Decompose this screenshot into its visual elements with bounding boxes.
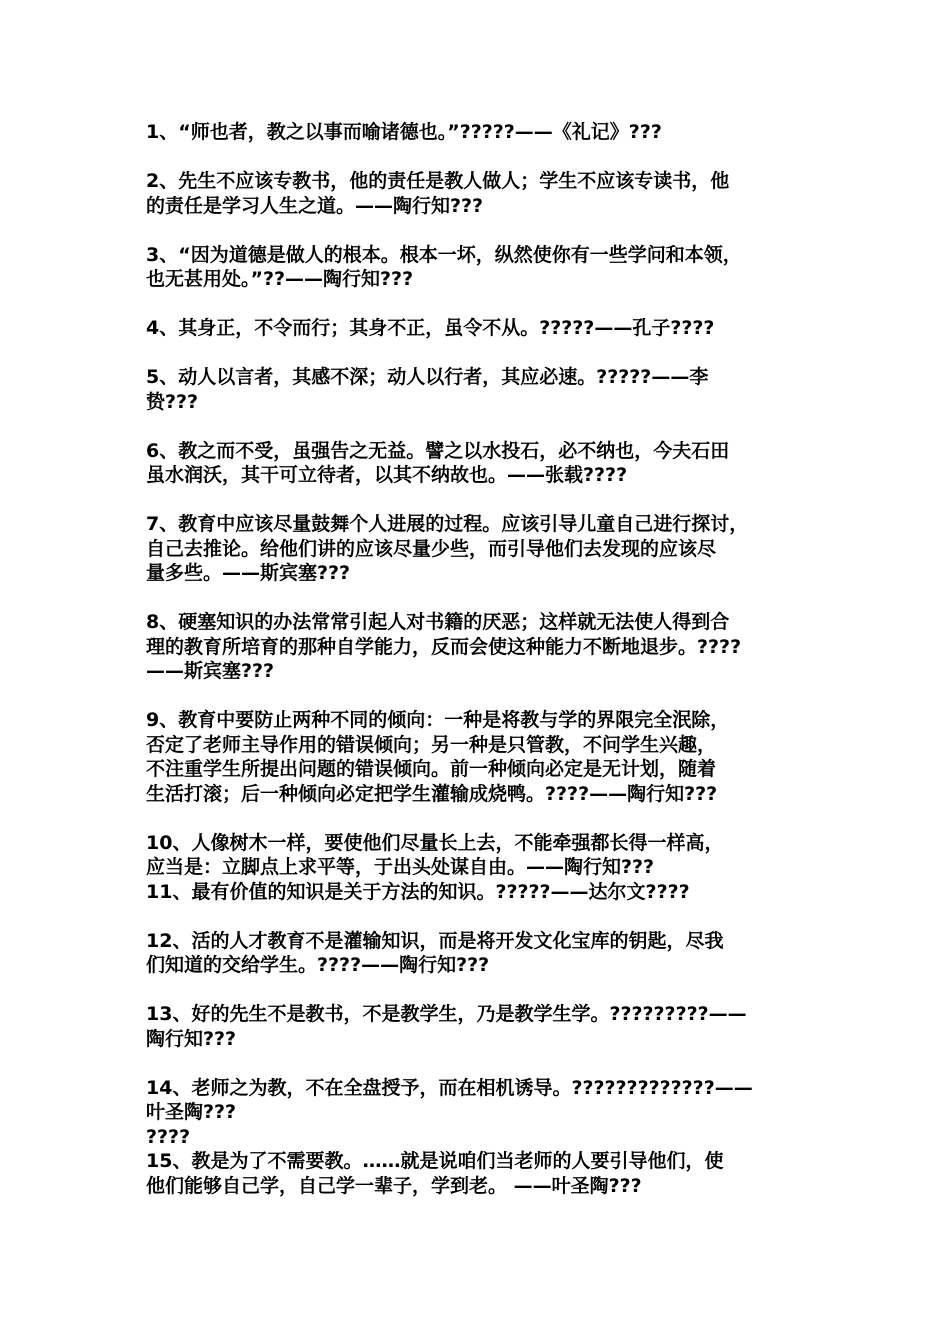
quote-line: 6、教之而不受，虽强告之无益。譬之以水投石，必不纳也，今夫石田: [146, 439, 730, 462]
quote-paragraph: [146, 169, 822, 218]
quote-line: ????: [146, 1125, 191, 1148]
quote-paragraph: [146, 243, 822, 292]
quote-line: 4、其身正，不令而行；其身不正，虽令不从。?????——孔子????: [146, 317, 715, 339]
quote-line: 12、活的人才教育不是灌输知识，而是将开发文化宝库的钥匙，尽我: [146, 929, 724, 952]
quote-line: 应当是：立脚点上求平等，于出头处谋自由。——陶行知???: [146, 856, 655, 878]
quote-line: 10、人像树木一样，要使他们尽量长上去，不能牵强都长得一样高，: [146, 831, 724, 854]
quote-line: 理的教育所培育的那种自学能力，反而会使这种能力不断地退步。????: [146, 635, 742, 658]
quote-line: 3、“因为道德是做人的根本。根本一坏，纵然使你有一些学问和本领，: [146, 243, 742, 266]
quote-line: 也无甚用处。”??——陶行知???: [146, 268, 414, 290]
quote-line: 叶圣陶???: [146, 1101, 237, 1123]
quote-line: 15、教是为了不需要教。……就是说咱们当老师的人要引导他们，使: [146, 1150, 724, 1172]
quote-line: 量多些。——斯宾塞???: [146, 562, 351, 584]
quote-paragraph: [146, 929, 822, 978]
quote-paragraph: [146, 1076, 822, 1150]
quote-line: 14、老师之为教，不在全盘授予，而在相机诱导。?????????????——: [146, 1076, 753, 1099]
quote-paragraph: [146, 120, 822, 145]
quote-line: 2、先生不应该专教书，他的责任是教人做人；学生不应该专读书，他: [146, 170, 730, 192]
document-page: [146, 120, 822, 1223]
quote-line: 否定了老师主导作用的错误倾向；另一种是只管教，不问学生兴趣，: [146, 733, 717, 756]
quote-line: 9、教育中要防止两种不同的倾向：一种是将教与学的界限完全泯除，: [146, 709, 730, 731]
quote-line: 生活打滚；后一种倾向必定把学生灌输成烧鸭。????——陶行知???: [146, 782, 718, 805]
quote-line: 陶行知???: [146, 1027, 237, 1050]
quote-paragraph: [146, 610, 822, 684]
quote-line: 们知道的交给学生。????——陶行知???: [146, 954, 490, 976]
quote-line: 7、教育中应该尽量鼓舞个人进展的过程。应该引导儿童自己进行探讨，: [146, 513, 749, 535]
quote-line: 5、动人以言者，其感不深；动人以行者，其应必速。?????——李: [146, 366, 709, 388]
quote-paragraph: [146, 439, 822, 488]
quote-line: 他们能够自己学，自己学一辈子，学到老。 ——叶圣陶???: [146, 1174, 642, 1197]
quote-paragraph: [146, 1149, 822, 1198]
quote-line: 8、硬塞知识的办法常常引起人对书籍的厌恶；这样就无法使人得到合: [146, 611, 730, 633]
quote-paragraph: [146, 708, 822, 806]
quote-line: ——斯宾塞???: [146, 660, 275, 682]
quote-line: 的责任是学习人生之道。——陶行知???: [146, 194, 484, 217]
quote-line: 自己去推论。给他们讲的应该尽量少些，而引导他们去发现的应该尽: [146, 537, 717, 560]
quote-paragraph: [146, 880, 822, 905]
quote-line: 不注重学生所提出问题的错误倾向。前一种倾向必定是无计划，随着: [146, 758, 717, 780]
quote-paragraph: [146, 1002, 822, 1051]
quote-line: 虽水润沃，其干可立待者，以其不纳故也。——张载????: [146, 464, 628, 486]
quote-paragraph: [146, 831, 822, 880]
quote-line: 1、“师也者，教之以事而喻诸德也。”?????——《礼记》???: [146, 121, 662, 143]
quote-paragraph: [146, 316, 822, 341]
quote-line: 贽???: [146, 390, 199, 413]
quote-line: 11、最有价值的知识是关于方法的知识。?????——达尔文????: [146, 880, 690, 903]
quote-line: 13、好的先生不是教书，不是教学生，乃是教学生学。?????????——: [146, 1003, 747, 1025]
quote-paragraph: [146, 512, 822, 586]
quote-paragraph: [146, 365, 822, 414]
